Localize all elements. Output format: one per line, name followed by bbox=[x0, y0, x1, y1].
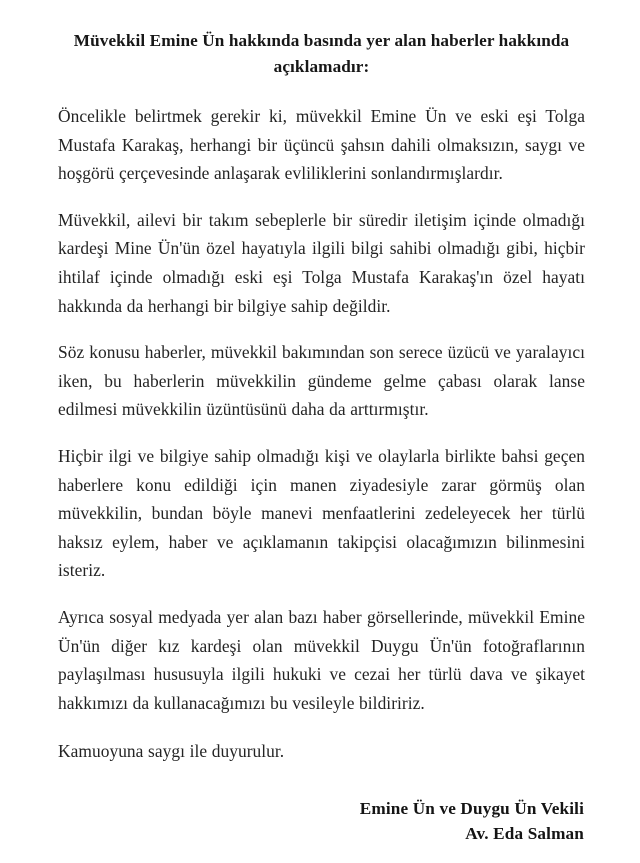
page-title: Müvekkil Emine Ün hakkında basında yer alan haberler hakkında açıklamadır: bbox=[73, 31, 570, 76]
closing-statement: Kamuoyuna saygı ile duyurulur. bbox=[58, 741, 285, 762]
signature-role: Emine Ün ve Duygu Ün Vekili bbox=[359, 798, 584, 818]
document-body bbox=[58, 102, 585, 766]
paragraph: Müvekkil, ailevi bir takım sebeplerle bir süredir iletişim içinde olmadığı kardeşi Mine Ün'ün özel hayatıyla ilgili bilgi sahibi olmadığı gibi, hiçbir ihtilaf içinde olmadığı eski eşi Tolga Mustafa Karakaş'ın özel hayatı hakkında da herhangi bir bilgiye sahip değildir. bbox=[58, 209, 585, 316]
paragraph: Hiçbir ilgi ve bilgiye sahip olmadığı kişi ve olaylarla birlikte bahsi geçen haberlere konu edildiği için manen ziyadesiyle zarar görmüş olan müvekkilin, bundan böyle manevi menfaatlerini zedeleyecek her türlü haksız eylem, haber ve açıklamanın takipçisi olacağımızın bilinmesini isteriz. bbox=[58, 445, 585, 581]
signature-block bbox=[58, 796, 585, 846]
paragraph: Ayrıca sosyal medyada yer alan bazı haber görsellerinde, müvekkil Emine Ün'ün diğer kız kardeşi olan müvekkil Duygu Ün'ün fotoğraflarının paylaşılması hususuyla ilgili hukuki ve cezai her türlü dava ve şikayet hakkımızı da kullanacağımızı bu vesileyle bildiririz. bbox=[58, 606, 585, 713]
signature-name: Av. Eda Salman bbox=[465, 823, 584, 843]
paragraph: Söz konusu haberler, müvekkil bakımından son serece üzücü ve yaralayıcı iken, bu haberlerin müvekkilin gündeme gelme çabası olarak lanse edilmesi müvekkilin üzüntüsünü daha da arttırmıştır. bbox=[58, 342, 585, 420]
paragraph: Öncelikle belirtmek gerekir ki, müvekkil Emine Ün ve eski eşi Tolga Mustafa Karakaş, herhangi bir üçüncü şahsın dahili olmaksızın, saygı ve hoşgörü çerçevesinde anlaşarak evliliklerini sonlandırmışlardır. bbox=[58, 106, 585, 184]
